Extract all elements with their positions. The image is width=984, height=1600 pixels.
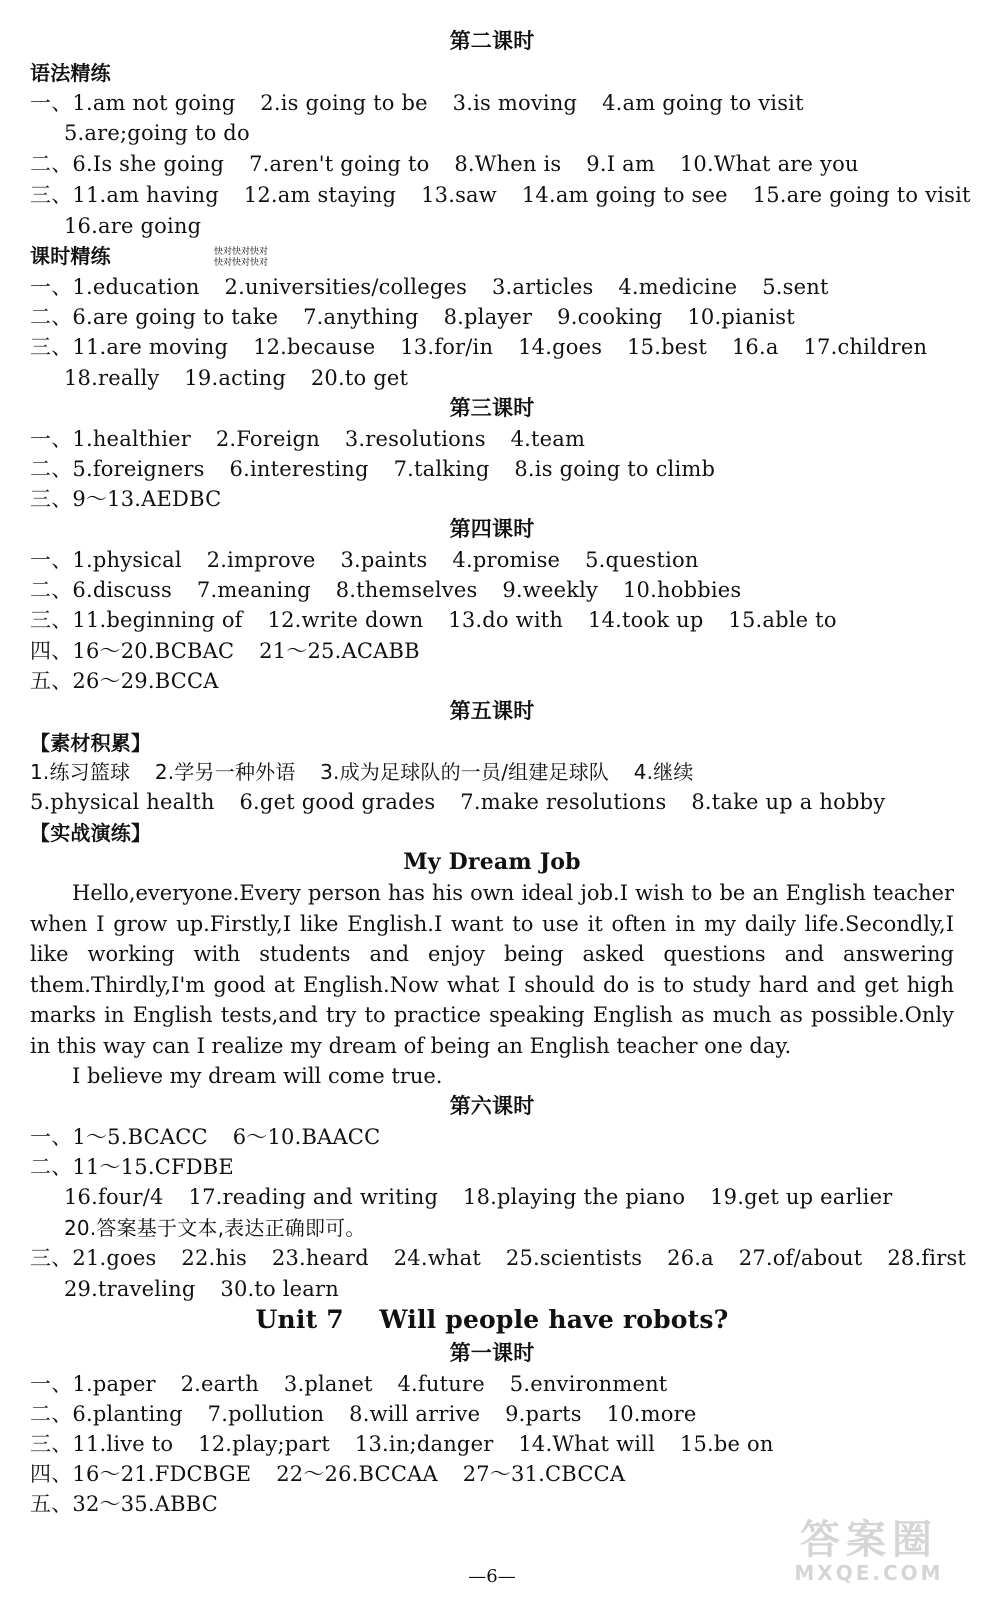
lesson6-title: 第六课时 bbox=[449, 1093, 535, 1118]
answer-item: 8.take up a hobby bbox=[691, 790, 886, 814]
answer-item: 4.继续 bbox=[633, 760, 694, 784]
answer-item: 15.are going to visit bbox=[752, 183, 971, 207]
answer-item: 8.themselves bbox=[335, 578, 478, 602]
lesson3-title: 第三课时 bbox=[449, 395, 535, 420]
handwritten-note: 快对快对快对 bbox=[214, 258, 269, 268]
answer-item: 2.学另一种外语 bbox=[154, 760, 296, 784]
answer-item: 3.成为足球队的一员/组建足球队 bbox=[320, 760, 610, 784]
answer-item: 26.a bbox=[667, 1246, 714, 1270]
answer-item: 五、26～29.BCCA bbox=[30, 669, 219, 693]
answer-item: 25.scientists bbox=[505, 1246, 643, 1270]
practice-heading: 【实战演练】 bbox=[30, 821, 152, 845]
answer-item: 二、6.are going to take bbox=[30, 305, 279, 329]
answer-row bbox=[30, 545, 717, 575]
answer-item: 20.答案基于文本,表达正确即可。 bbox=[64, 1216, 366, 1240]
answer-item: 1.练习篮球 bbox=[30, 760, 131, 784]
answer-row bbox=[30, 180, 984, 210]
answer-item: 一、1.education bbox=[30, 275, 200, 299]
answer-item: 14.am going to see bbox=[521, 183, 728, 207]
answer-item: 5.sent bbox=[762, 275, 829, 299]
answer-item: 7.talking bbox=[393, 457, 490, 481]
answer-row bbox=[30, 605, 855, 635]
answer-item: 14.took up bbox=[588, 608, 704, 632]
answer-item: 6.interesting bbox=[229, 457, 369, 481]
answer-item: 16.four/4 bbox=[64, 1185, 164, 1209]
answer-item: 7.aren't going to bbox=[249, 152, 430, 176]
watermark-text: 答案圈 bbox=[800, 1517, 938, 1563]
answer-item: 20.to get bbox=[310, 366, 409, 390]
unit7-lesson1-title: 第一课时 bbox=[449, 1340, 535, 1365]
answer-item: 一、1.healthier bbox=[30, 427, 191, 451]
answer-row bbox=[64, 363, 426, 393]
watermark-url: MXQE.COM bbox=[794, 1561, 944, 1585]
answer-row bbox=[30, 666, 237, 696]
answer-item: 9.cooking bbox=[557, 305, 663, 329]
answer-item: 16.a bbox=[731, 335, 779, 359]
answer-item: 5.are;going to do bbox=[64, 121, 250, 145]
answer-item: 五、32～35.ABBC bbox=[30, 1492, 219, 1516]
answer-item: 三、11.am having bbox=[30, 183, 219, 207]
answer-item: 22～26.BCCAA bbox=[276, 1462, 438, 1486]
answer-item: 8.is going to climb bbox=[514, 457, 716, 481]
answer-row bbox=[30, 1152, 252, 1182]
answer-row bbox=[30, 272, 847, 302]
answer-item: 18.playing the piano bbox=[463, 1185, 686, 1209]
answer-item: 7.pollution bbox=[207, 1402, 325, 1426]
answer-item: 9.weekly bbox=[502, 578, 599, 602]
answer-item: 10.hobbies bbox=[623, 578, 742, 602]
answer-item: 6.get good grades bbox=[239, 790, 436, 814]
answer-item: 三、11.live to bbox=[30, 1432, 174, 1456]
answer-item: 7.meaning bbox=[196, 578, 311, 602]
answer-item: 4.future bbox=[397, 1372, 485, 1396]
answer-item: 一、1～5.BCACC bbox=[30, 1125, 208, 1149]
answer-item: 四、16～20.BCBAC bbox=[30, 639, 235, 663]
answer-row bbox=[64, 1274, 357, 1304]
unit-title: Unit 7 Will people have robots? bbox=[255, 1305, 729, 1334]
answer-row bbox=[64, 1182, 910, 1212]
answer-item: 5.environment bbox=[509, 1372, 668, 1396]
answer-item: 7.anything bbox=[303, 305, 419, 329]
answer-item: 13.in;danger bbox=[354, 1432, 494, 1456]
answer-item: 4.promise bbox=[452, 548, 561, 572]
answer-item: 3.articles bbox=[492, 275, 594, 299]
practice-heading: 课时精练 bbox=[30, 244, 111, 268]
answer-row bbox=[30, 454, 733, 484]
answer-item: 6～10.BAACC bbox=[232, 1125, 381, 1149]
lesson4-title: 第四课时 bbox=[449, 516, 535, 541]
answer-row bbox=[30, 757, 712, 787]
answer-row bbox=[30, 424, 603, 454]
answer-item: 18.really bbox=[64, 366, 160, 390]
answer-item: 28.first bbox=[887, 1246, 967, 1270]
answer-row bbox=[64, 211, 219, 241]
answer-item: 10.more bbox=[606, 1402, 697, 1426]
answer-row bbox=[30, 332, 945, 362]
answer-row bbox=[30, 636, 438, 666]
essay-title: My Dream Job bbox=[403, 849, 581, 875]
answer-item: 19.get up earlier bbox=[710, 1185, 893, 1209]
answer-item: 12.write down bbox=[267, 608, 424, 632]
grammar-heading: 语法精练 bbox=[30, 61, 111, 85]
answer-item: 二、5.foreigners bbox=[30, 457, 205, 481]
answer-item: 7.make resolutions bbox=[460, 790, 667, 814]
answer-item: 3.paints bbox=[340, 548, 428, 572]
answer-item: 13.do with bbox=[448, 608, 564, 632]
answer-item: 8.will arrive bbox=[349, 1402, 481, 1426]
answer-row bbox=[30, 1399, 714, 1429]
answer-item: 27.of/about bbox=[738, 1246, 863, 1270]
answer-item: 三、9～13.AEDBC bbox=[30, 487, 222, 511]
answer-item: 21～25.ACABB bbox=[259, 639, 420, 663]
handwritten-note: 快对快对快对 bbox=[214, 247, 269, 257]
answer-item: 5.physical health bbox=[30, 790, 215, 814]
answer-item: 4.medicine bbox=[618, 275, 738, 299]
answer-row bbox=[30, 484, 239, 514]
answer-item: 16.are going bbox=[64, 214, 202, 238]
answer-row bbox=[30, 575, 759, 605]
answer-row bbox=[64, 1213, 384, 1243]
answer-item: 9.parts bbox=[505, 1402, 582, 1426]
answer-item: 2.is going to be bbox=[260, 91, 428, 115]
answer-item: 5.question bbox=[585, 548, 699, 572]
answer-item: 17.children bbox=[803, 335, 928, 359]
answer-item: 二、6.planting bbox=[30, 1402, 183, 1426]
answer-row bbox=[30, 1243, 984, 1273]
answer-row bbox=[30, 1459, 643, 1489]
answer-item: 二、11～15.CFDBE bbox=[30, 1155, 234, 1179]
answer-item: 13.saw bbox=[421, 183, 497, 207]
answer-row bbox=[30, 149, 877, 179]
answer-item: 2.earth bbox=[180, 1372, 259, 1396]
answer-item: 15.be on bbox=[679, 1432, 774, 1456]
answer-item: 14.goes bbox=[518, 335, 603, 359]
material-heading: 【素材积累】 bbox=[30, 731, 152, 755]
essay-paragraph: I believe my dream will come true. bbox=[72, 1064, 443, 1088]
answer-item: 2.Foreign bbox=[215, 427, 320, 451]
answer-item: 15.able to bbox=[728, 608, 837, 632]
answer-item: 二、6.discuss bbox=[30, 578, 173, 602]
answer-item: 4.team bbox=[510, 427, 586, 451]
answer-item: 12.play;part bbox=[198, 1432, 331, 1456]
answer-item: 12.am staying bbox=[243, 183, 397, 207]
answer-row bbox=[30, 302, 813, 332]
answer-item: 一、1.am not going bbox=[30, 91, 236, 115]
answer-item: 19.acting bbox=[184, 366, 286, 390]
answer-item: 30.to learn bbox=[220, 1277, 339, 1301]
answer-row bbox=[64, 118, 268, 148]
answer-row bbox=[30, 1369, 685, 1399]
answer-item: 29.traveling bbox=[64, 1277, 196, 1301]
answer-item: 三、11.are moving bbox=[30, 335, 229, 359]
answer-row bbox=[30, 1489, 236, 1519]
answer-row bbox=[30, 88, 822, 118]
answer-item: 一、1.physical bbox=[30, 548, 182, 572]
answer-row bbox=[30, 1429, 792, 1459]
answer-item: 15.best bbox=[627, 335, 707, 359]
answer-item: 10.What are you bbox=[679, 152, 859, 176]
answer-item: 9.I am bbox=[586, 152, 655, 176]
answer-item: 4.am going to visit bbox=[602, 91, 804, 115]
answer-row bbox=[30, 787, 903, 817]
answer-item: 13.for/in bbox=[400, 335, 494, 359]
page-number: —6— bbox=[468, 1566, 516, 1587]
answer-item: 23.heard bbox=[271, 1246, 369, 1270]
answer-row bbox=[30, 1122, 398, 1152]
answer-item: 27～31.CBCCA bbox=[462, 1462, 626, 1486]
answer-item: 12.because bbox=[253, 335, 376, 359]
answer-item: 四、16～21.FDCBGE bbox=[30, 1462, 252, 1486]
essay-body bbox=[30, 878, 954, 1092]
essay-paragraph: Hello,everyone.Every person has his own ideal job.I wish to be an English teacher when I grow up.Firstly,I like English.I want to use it often in my daily life.Secondly,I like working with students and enjoy being asked questions and answering them.Thirdly,I'm good at English.Now what I should do is to study hard and get high marks in English tests,and try to practice speaking English as much as possible.Only in this way can I realize my dream of being an English teacher one day. bbox=[30, 881, 954, 1058]
answer-item: 14.What will bbox=[518, 1432, 655, 1456]
answer-item: 一、1.paper bbox=[30, 1372, 156, 1396]
lesson5-title: 第五课时 bbox=[449, 698, 535, 723]
answer-item: 2.improve bbox=[206, 548, 316, 572]
answer-item: 3.is moving bbox=[452, 91, 578, 115]
answer-item: 17.reading and writing bbox=[188, 1185, 439, 1209]
answer-item: 22.his bbox=[181, 1246, 248, 1270]
answer-item: 8.player bbox=[443, 305, 533, 329]
answer-item: 8.When is bbox=[454, 152, 562, 176]
answer-item: 10.pianist bbox=[687, 305, 795, 329]
lesson2-title: 第二课时 bbox=[449, 28, 535, 53]
answer-item: 3.planet bbox=[283, 1372, 373, 1396]
answer-item: 2.universities/colleges bbox=[224, 275, 468, 299]
answer-item: 3.resolutions bbox=[344, 427, 486, 451]
answer-item: 三、21.goes bbox=[30, 1246, 157, 1270]
answer-item: 二、6.Is she going bbox=[30, 152, 225, 176]
answer-item: 24.what bbox=[393, 1246, 482, 1270]
answer-item: 三、11.beginning of bbox=[30, 608, 243, 632]
